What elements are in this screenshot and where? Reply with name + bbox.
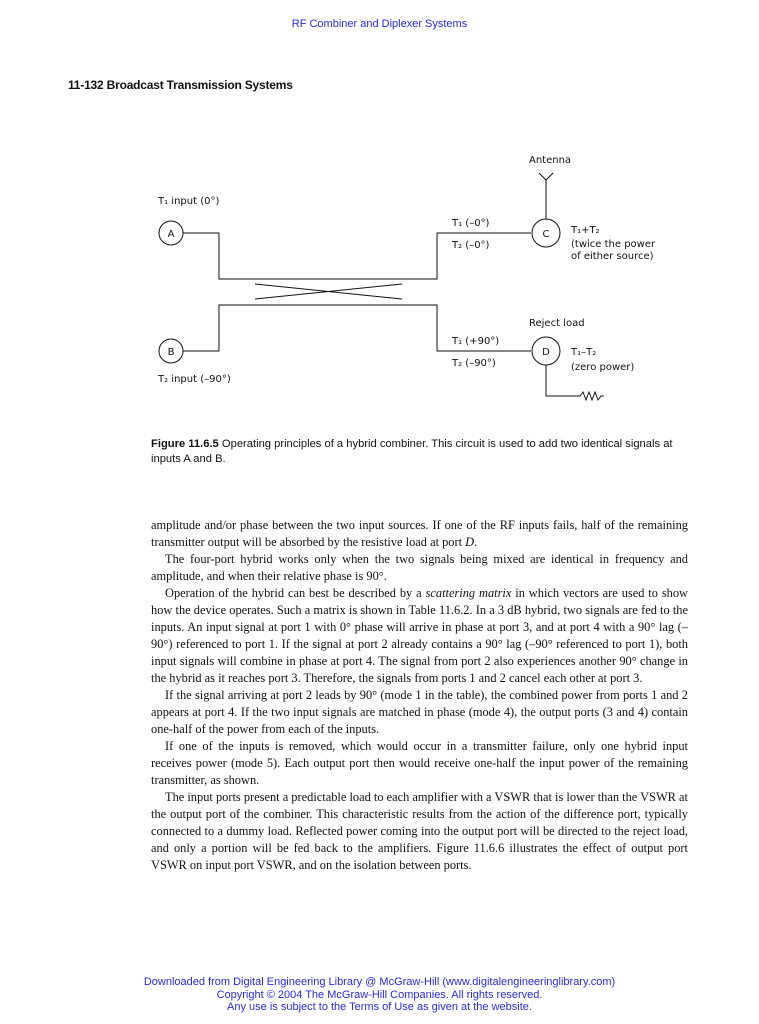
t1-input-label: T₁ input (0°)	[158, 196, 220, 207]
footer-terms-link[interactable]: Any use is subject to the Terms of Use as given at the website.	[227, 1001, 532, 1013]
d-diff-label: T₁–T₂	[571, 347, 597, 358]
d-t1-phase-label: T₁ (+90°)	[452, 336, 500, 347]
port-c-label: C	[542, 229, 550, 240]
figure-number: Figure 11.6.5	[151, 438, 219, 450]
footer-copyright: Copyright © 2004 The McGraw-Hill Companies. All rights reserved.	[216, 988, 543, 1001]
running-head: 11-132 Broadcast Transmission Systems	[68, 78, 293, 92]
antenna-icon	[539, 173, 553, 180]
c-note-line1: (twice the power	[571, 239, 656, 250]
page-footer	[0, 976, 759, 1014]
paragraph-3: Operation of the hybrid can best be described by a scattering matrix in which vectors are used to show how the device operates. Such a matrix is shown in Table 11.6.2. In a 3 dB hybrid, two signals are fed to the inputs. An input signal at port 1 with 0° phase will arrive in phase at port 3, and at port 4 with a 90° lag (–90°) referenced to port 1. If the signal at port 2 already contains a 90° lag (–90° referenced to port 1), both input signals will combine in phase at port 4. The signal from port 2 also experiences another 90° change in the hybrid as it reaches port 3. Therefore, the signals from ports 1 and 2 cancel each other at port 3.	[151, 586, 688, 685]
d-note-label: (zero power)	[571, 362, 635, 373]
paragraph-4: If the signal arriving at port 2 leads by 90° (mode 1 in the table), the combined power from ports 1 and 2 appears at port 4. If the two input signals are matched in phase (mode 4), the output ports (3 and 4) contain one-half of the power from each of the inputs.	[151, 688, 688, 736]
antenna-label: Antenna	[529, 155, 572, 166]
paragraph-2: The four-port hybrid works only when the two signals being mixed are identical in frequency and amplitude, and when their relative phase is 90°.	[151, 552, 688, 583]
paragraph-6: The input ports present a predictable load to each amplifier with a VSWR that is lower than the VSWR at the output port of the combiner. This characteristic results from the action of the difference port, typically connected to a dummy load. Reflected power coming into the output port will be directed to the reject load, and only a portion will be fed back to the amplifiers. Figure 11.6.6 illustrates the effect of output port VSWR on input port VSWR, and on the isolation between ports.	[151, 790, 688, 872]
t2-input-label: T₂ input (–90°)	[158, 374, 231, 385]
c-t1-phase-label: T₁ (–0°)	[452, 218, 490, 229]
figure-caption-text: Operating principles of a hybrid combiner. This circuit is used to add two identical signals at inputs A and B.	[151, 438, 673, 465]
c-t2-phase-label: T₂ (–0°)	[452, 240, 490, 251]
port-a-label: A	[167, 229, 175, 240]
c-note-line2: of either source)	[571, 251, 654, 262]
page-banner: RF Combiner and Diplexer Systems	[291, 18, 468, 30]
footer-download-link[interactable]: Downloaded from Digital Engineering Library @ McGraw-Hill (www.digitalengineeringlibrary.com)	[143, 976, 616, 988]
paragraph-1: amplitude and/or phase between the two input sources. If one of the RF inputs fails, half of the remaining transmitter output will be absorbed by the resistive load at port D.	[151, 518, 688, 549]
body-text	[151, 517, 688, 874]
hybrid-combiner-diagram	[0, 140, 759, 440]
port-d-label: D	[542, 347, 550, 358]
reject-load-label: Reject load	[529, 318, 585, 329]
port-b-label: B	[167, 347, 175, 358]
d-t2-phase-label: T₂ (–90°)	[452, 358, 496, 369]
hybrid-combiner-figure	[0, 140, 759, 440]
paragraph-5: If one of the inputs is removed, which would occur in a transmitter failure, only one hybrid input receives power (mode 5). Each output port then would receive one-half the input power of the remaining transmitter, as shown.	[151, 739, 688, 787]
c-sum-label: T₁+T₂	[571, 225, 600, 236]
figure-caption	[151, 437, 691, 467]
